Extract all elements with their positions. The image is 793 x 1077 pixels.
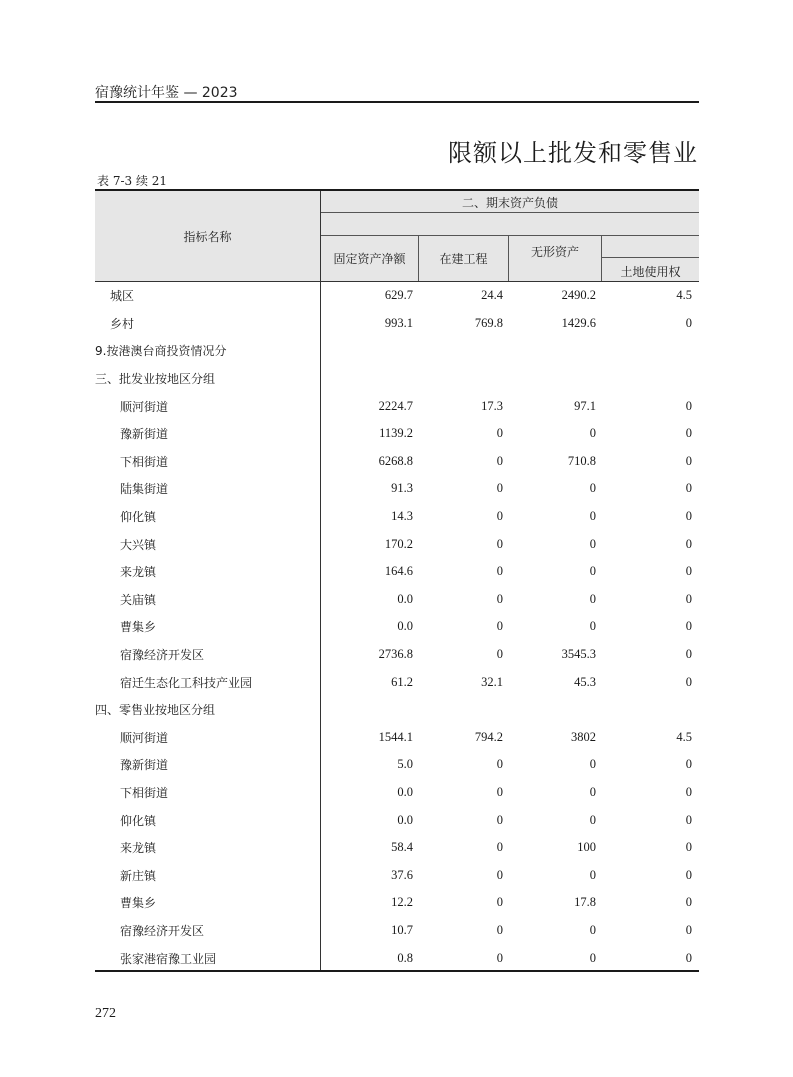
land-use-rights-cell: 0 bbox=[685, 564, 692, 579]
land-use-rights-cell: 0 bbox=[685, 591, 692, 606]
land-use-rights-cell: 0 bbox=[685, 784, 692, 799]
column-divider bbox=[320, 779, 321, 807]
group-header: 二、期末资产负债 bbox=[461, 196, 558, 210]
intangible-cell: 3545.3 bbox=[561, 647, 596, 662]
column-divider bbox=[320, 641, 321, 669]
fixed-assets-cell: 0.8 bbox=[397, 950, 413, 965]
row-label: 9.按港澳台商投资情况分 bbox=[95, 344, 227, 359]
fixed-assets-cell: 170.2 bbox=[384, 536, 413, 551]
construction-cell: 0 bbox=[496, 840, 503, 855]
column-divider bbox=[320, 668, 321, 696]
header-rule bbox=[95, 101, 699, 103]
table-row bbox=[95, 420, 699, 448]
fixed-assets-cell: 993.1 bbox=[384, 315, 413, 330]
fixed-assets-cell: 10.7 bbox=[391, 922, 413, 937]
intangible-cell: 0 bbox=[589, 867, 596, 882]
row-label: 曹集乡 bbox=[120, 896, 157, 911]
page-number: 272 bbox=[95, 1006, 116, 1021]
intangible-cell: 1429.6 bbox=[561, 315, 596, 330]
construction-cell: 24.4 bbox=[481, 288, 503, 303]
construction-cell: 0 bbox=[496, 453, 503, 468]
row-label: 四、零售业按地区分组 bbox=[95, 703, 216, 718]
construction-cell: 0 bbox=[496, 591, 503, 606]
construction-cell: 0 bbox=[496, 536, 503, 551]
row-label: 乡村 bbox=[110, 316, 135, 331]
land-use-rights-cell: 0 bbox=[685, 674, 692, 689]
row-label: 豫新街道 bbox=[120, 427, 169, 442]
land-use-rights-cell: 0 bbox=[685, 426, 692, 441]
intangible-cell: 0 bbox=[589, 784, 596, 799]
row-label: 关庙镇 bbox=[120, 592, 157, 607]
land-use-rights-cell: 4.5 bbox=[676, 288, 692, 303]
fixed-assets-cell: 0.0 bbox=[397, 619, 413, 634]
table-caption: 表 7-3 续 21 bbox=[97, 174, 168, 188]
fixed-assets-cell: 37.6 bbox=[391, 867, 413, 882]
column-divider bbox=[320, 392, 321, 420]
table-row bbox=[95, 917, 699, 945]
intangible-cell: 2490.2 bbox=[561, 288, 596, 303]
fixed-assets-cell: 5.0 bbox=[397, 757, 413, 772]
table-row bbox=[95, 448, 699, 476]
fixed-assets-cell: 6268.8 bbox=[378, 453, 413, 468]
intangible-cell: 0 bbox=[589, 564, 596, 579]
row-label: 陆集街道 bbox=[120, 482, 169, 497]
construction-cell: 0 bbox=[496, 481, 503, 496]
column-divider bbox=[320, 475, 321, 503]
fixed-assets-cell: 61.2 bbox=[391, 674, 413, 689]
intangible-cell: 0 bbox=[589, 922, 596, 937]
table-row bbox=[95, 641, 699, 669]
table-row bbox=[95, 310, 699, 338]
intangible-cell: 0 bbox=[589, 481, 596, 496]
column-divider bbox=[320, 889, 321, 917]
row-label: 三、批发业按地区分组 bbox=[95, 372, 216, 387]
section-title: 限额以上批发和零售业 bbox=[448, 139, 698, 167]
land-use-rights-cell: 0 bbox=[685, 398, 692, 413]
intangible-cell: 0 bbox=[589, 619, 596, 634]
row-label: 宿迁生态化工科技产业园 bbox=[120, 675, 253, 690]
land-use-rights-cell: 0 bbox=[685, 509, 692, 524]
table-row bbox=[95, 806, 699, 834]
column-divider bbox=[320, 806, 321, 834]
land-use-rights-cell: 0 bbox=[685, 922, 692, 937]
column-divider bbox=[320, 310, 321, 338]
row-label: 仰化镇 bbox=[120, 813, 157, 828]
row-label: 来龙镇 bbox=[120, 565, 157, 580]
intangible-cell: 45.3 bbox=[574, 674, 596, 689]
row-label: 大兴镇 bbox=[120, 537, 157, 552]
row-label: 张家港宿豫工业园 bbox=[120, 951, 217, 966]
table-row bbox=[95, 668, 699, 696]
fixed-assets-cell: 12.2 bbox=[391, 895, 413, 910]
land-use-rights-cell: 0 bbox=[685, 895, 692, 910]
table-row bbox=[95, 530, 699, 558]
intangible-cell: 0 bbox=[589, 509, 596, 524]
column-divider bbox=[320, 917, 321, 945]
column-header-intangible: 无形资产 bbox=[530, 245, 579, 259]
row-label: 下相街道 bbox=[120, 454, 169, 469]
construction-cell: 17.3 bbox=[481, 398, 503, 413]
fixed-assets-cell: 0.0 bbox=[397, 812, 413, 827]
fixed-assets-cell: 1544.1 bbox=[378, 729, 413, 744]
land-use-rights-cell: 0 bbox=[685, 315, 692, 330]
column-divider bbox=[320, 861, 321, 889]
construction-cell: 0 bbox=[496, 922, 503, 937]
table-bottom-rule bbox=[95, 970, 699, 972]
construction-cell: 0 bbox=[496, 647, 503, 662]
intangible-cell: 0 bbox=[589, 757, 596, 772]
column-divider bbox=[320, 365, 321, 393]
table-row bbox=[95, 834, 699, 862]
construction-cell: 0 bbox=[496, 509, 503, 524]
construction-cell: 0 bbox=[496, 784, 503, 799]
land-use-rights-cell: 0 bbox=[685, 840, 692, 855]
intangible-cell: 0 bbox=[589, 426, 596, 441]
column-divider bbox=[320, 751, 321, 779]
intangible-cell: 17.8 bbox=[574, 895, 596, 910]
intangible-cell: 100 bbox=[577, 840, 596, 855]
column-header-land-use-rights: 土地使用权 bbox=[620, 265, 681, 279]
indicator-header: 指标名称 bbox=[183, 230, 232, 244]
land-use-rights-cell: 0 bbox=[685, 867, 692, 882]
column-divider bbox=[320, 558, 321, 586]
column-header-fixed-assets: 固定资产净额 bbox=[333, 252, 406, 266]
fixed-assets-cell: 164.6 bbox=[384, 564, 413, 579]
table-row bbox=[95, 779, 699, 807]
row-label: 顺河街道 bbox=[120, 730, 169, 745]
construction-cell: 0 bbox=[496, 757, 503, 772]
column-divider bbox=[320, 503, 321, 531]
construction-cell: 32.1 bbox=[481, 674, 503, 689]
intangible-cell: 97.1 bbox=[574, 398, 596, 413]
column-divider bbox=[320, 530, 321, 558]
land-use-rights-cell: 0 bbox=[685, 757, 692, 772]
fixed-assets-cell: 2736.8 bbox=[378, 647, 413, 662]
running-head: 宿豫统计年鉴 — 2023 bbox=[95, 85, 238, 101]
table-row bbox=[95, 558, 699, 586]
column-divider bbox=[320, 420, 321, 448]
fixed-assets-cell: 1139.2 bbox=[379, 426, 413, 441]
column-divider bbox=[320, 944, 321, 972]
land-use-rights-cell: 0 bbox=[685, 536, 692, 551]
column-divider bbox=[320, 448, 321, 476]
land-use-rights-cell: 0 bbox=[685, 481, 692, 496]
column-divider bbox=[320, 282, 321, 310]
intangible-cell: 710.8 bbox=[567, 453, 596, 468]
fixed-assets-cell: 0.0 bbox=[397, 784, 413, 799]
land-use-rights-cell: 0 bbox=[685, 647, 692, 662]
row-label: 仰化镇 bbox=[120, 510, 157, 525]
table-row bbox=[95, 475, 699, 503]
table-row bbox=[95, 724, 699, 752]
table-row bbox=[95, 392, 699, 420]
land-use-rights-cell: 4.5 bbox=[676, 729, 692, 744]
column-divider bbox=[320, 613, 321, 641]
column-header-construction: 在建工程 bbox=[439, 252, 488, 266]
table-row bbox=[95, 282, 699, 310]
fixed-assets-cell: 0.0 bbox=[397, 591, 413, 606]
intangible-cell: 0 bbox=[589, 812, 596, 827]
table-row bbox=[95, 337, 699, 365]
fixed-assets-cell: 14.3 bbox=[391, 509, 413, 524]
fixed-assets-cell: 2224.7 bbox=[378, 398, 413, 413]
table-row bbox=[95, 613, 699, 641]
row-label: 曹集乡 bbox=[120, 620, 157, 635]
construction-cell: 0 bbox=[496, 950, 503, 965]
column-divider bbox=[320, 586, 321, 614]
construction-cell: 0 bbox=[496, 812, 503, 827]
intangible-cell: 0 bbox=[589, 536, 596, 551]
intangible-cell: 0 bbox=[589, 591, 596, 606]
row-label: 来龙镇 bbox=[120, 841, 157, 856]
land-use-rights-cell: 0 bbox=[685, 453, 692, 468]
table-row bbox=[95, 365, 699, 393]
table-row bbox=[95, 861, 699, 889]
table-row bbox=[95, 944, 699, 972]
land-use-rights-cell: 0 bbox=[685, 812, 692, 827]
row-label: 豫新街道 bbox=[120, 758, 169, 773]
row-label: 下相街道 bbox=[120, 785, 169, 800]
row-label: 新庄镇 bbox=[120, 868, 157, 883]
fixed-assets-cell: 58.4 bbox=[391, 840, 413, 855]
construction-cell: 0 bbox=[496, 426, 503, 441]
intangible-cell: 3802 bbox=[571, 729, 596, 744]
table-row bbox=[95, 696, 699, 724]
table-header bbox=[95, 191, 699, 282]
construction-cell: 0 bbox=[496, 867, 503, 882]
column-divider bbox=[320, 337, 321, 365]
land-use-rights-cell: 0 bbox=[685, 950, 692, 965]
row-label: 宿豫经济开发区 bbox=[120, 923, 205, 938]
construction-cell: 794.2 bbox=[474, 729, 503, 744]
table-row bbox=[95, 586, 699, 614]
table-row bbox=[95, 503, 699, 531]
column-divider bbox=[320, 696, 321, 724]
table-body bbox=[95, 282, 699, 972]
fixed-assets-cell: 91.3 bbox=[391, 481, 413, 496]
fixed-assets-cell: 629.7 bbox=[384, 288, 413, 303]
intangible-cell: 0 bbox=[589, 950, 596, 965]
land-use-rights-cell: 0 bbox=[685, 619, 692, 634]
construction-cell: 0 bbox=[496, 895, 503, 910]
table-row bbox=[95, 889, 699, 917]
construction-cell: 0 bbox=[496, 619, 503, 634]
row-label: 城区 bbox=[110, 289, 135, 304]
row-label: 顺河街道 bbox=[120, 399, 169, 414]
column-divider bbox=[320, 724, 321, 752]
construction-cell: 0 bbox=[496, 564, 503, 579]
table-row bbox=[95, 751, 699, 779]
construction-cell: 769.8 bbox=[474, 315, 503, 330]
column-divider bbox=[320, 834, 321, 862]
row-label: 宿豫经济开发区 bbox=[120, 648, 205, 663]
